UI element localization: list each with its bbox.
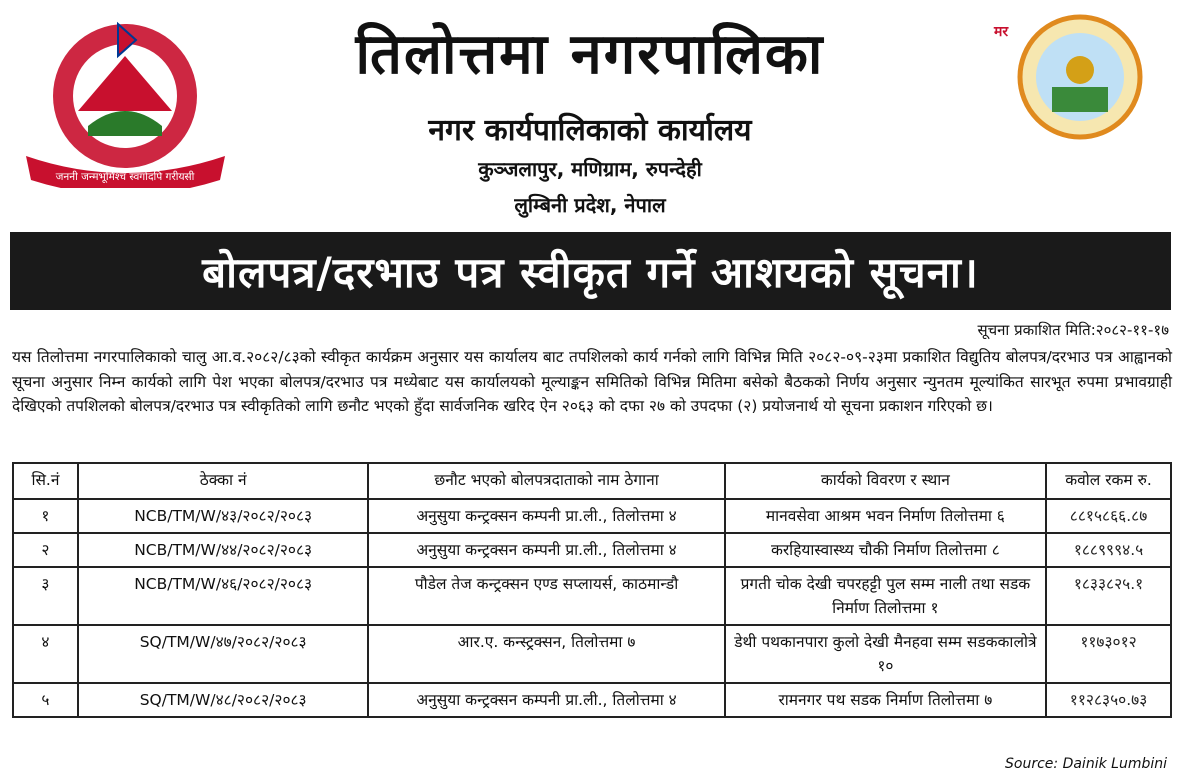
cell-contract-no: NCB/TM/W/४६/२०८२/२०८३: [78, 567, 368, 625]
municipality-title: तिलोत्तमा नगरपालिका: [355, 22, 825, 87]
cell-work: रामनगर पथ सडक निर्माण तिलोत्तमा ७: [725, 683, 1046, 717]
nepal-emblem-logo: [18, 18, 233, 188]
cell-amount: १८३३८२५.१: [1046, 567, 1171, 625]
cell-amount: ११७३०१२: [1046, 625, 1171, 683]
table-header-row: [13, 463, 1171, 499]
cell-sn: ४: [13, 625, 78, 683]
header-sn: सि.नं: [13, 463, 78, 499]
office-name: नगर कार्यपालिकाको कार्यालय: [428, 113, 752, 148]
emblem-motto: जननी जन्मभूमिश्च स्वर्गादपि गरीयसी: [55, 171, 195, 183]
table-row: [13, 533, 1171, 567]
cell-work: मानवसेवा आश्रम भवन निर्माण तिलोत्तमा ६: [725, 499, 1046, 533]
svg-text:मर: मर: [994, 24, 1009, 40]
cell-sn: ५: [13, 683, 78, 717]
header-contract-no: ठेक्का नं: [78, 463, 368, 499]
cell-contract-no: SQ/TM/W/४७/२०८२/२०८३: [78, 625, 368, 683]
header-amount: कवोल रकम रु.: [1046, 463, 1171, 499]
cell-contract-no: SQ/TM/W/४८/२०८२/२०८३: [78, 683, 368, 717]
contracts-table: [12, 462, 1172, 718]
cell-sn: २: [13, 533, 78, 567]
cell-contract-no: NCB/TM/W/४४/२०८२/२०८३: [78, 533, 368, 567]
header-bidder: छनौट भएको बोलपत्रदाताको नाम ठेगाना: [368, 463, 724, 499]
cell-bidder: आर.ए. कन्स्ट्रक्सन, तिलोत्तमा ७: [368, 625, 724, 683]
cell-amount: ८८१५८६६.८७: [1046, 499, 1171, 533]
cell-bidder: अनुसुया कन्ट्रक्सन कम्पनी प्रा.ली., तिलोत्तमा ४: [368, 683, 724, 717]
published-date: सूचना प्रकाशित मिति:२०८२-११-१७: [977, 321, 1169, 339]
tilottama-municipality-logo: [992, 12, 1162, 142]
table-row: [13, 499, 1171, 533]
cell-bidder: अनुसुया कन्ट्रक्सन कम्पनी प्रा.ली., तिलोत्तमा ४: [368, 499, 724, 533]
address-line-2: लुम्बिनी प्रदेश, नेपाल: [514, 193, 666, 217]
table-row: [13, 567, 1171, 625]
cell-sn: ३: [13, 567, 78, 625]
cell-sn: १: [13, 499, 78, 533]
notice-banner: बोलपत्र/दरभाउ पत्र स्वीकृत गर्ने आशयको सूचना।: [10, 232, 1171, 310]
table-row: [13, 625, 1171, 683]
cell-bidder: अनुसुया कन्ट्रक्सन कम्पनी प्रा.ली., तिलोत्तमा ४: [368, 533, 724, 567]
address-line-1: कुञ्जलापुर, मणिग्राम, रुपन्देही: [478, 157, 702, 181]
header-work: कार्यको विवरण र स्थान: [725, 463, 1046, 499]
cell-amount: ११२८३५०.७३: [1046, 683, 1171, 717]
table-row: [13, 683, 1171, 717]
cell-work: प्रगती चोक देखी चपरहट्टी पुल सम्म नाली तथा सडक निर्माण तिलोत्तमा १: [725, 567, 1046, 625]
cell-bidder: पौडेल तेज कन्ट्रक्सन एण्ड सप्लायर्स, काठमान्डौ: [368, 567, 724, 625]
cell-work: करहियास्वास्थ्य चौकी निर्माण तिलोत्तमा ८: [725, 533, 1046, 567]
source-credit: Source: Dainik Lumbini: [1005, 756, 1167, 772]
cell-amount: १८८९९९४.५: [1046, 533, 1171, 567]
cell-work: डेथी पथकानपारा कुलो देखी मैनहवा सम्म सडककालोत्रे १०: [725, 625, 1046, 683]
cell-contract-no: NCB/TM/W/४३/२०८२/२०८३: [78, 499, 368, 533]
notice-paragraph: यस तिलोत्तमा नगरपालिकाको चालु आ.व.२०८२/८३को स्वीकृत कार्यक्रम अनुसार यस कार्यालय बाट तपशिलको कार्य गर्नको लागि विभिन्न मिति २०८२-०९-२३मा प्रकाशित विद्युतिय बोलपत्र/दरभाउ पत्र आह्वानको सूचना अनुसार निम्न कार्यको लागि पेश भएका बोलपत्र/दरभाउ पत्र मध्येबाट यस कार्यालयको मूल्याङ्कन समितिको विभिन्न मितिमा बसेको बैठकको निर्णय अनुसार न्युनतम मूल्यांकित सारभूत रुपमा प्रभावग्राही देखिएको तपशिलको बोलपत्र/दरभाउ पत्र स्वीकृतिको लागि छनौट भएको हुँदा सार्वजनिक खरिद ऐन २०६३ को दफा २७ को उपदफा (२) प्रयोजनार्थ यो सूचना प्रकाशन गरिएको छ।: [12, 348, 1172, 415]
